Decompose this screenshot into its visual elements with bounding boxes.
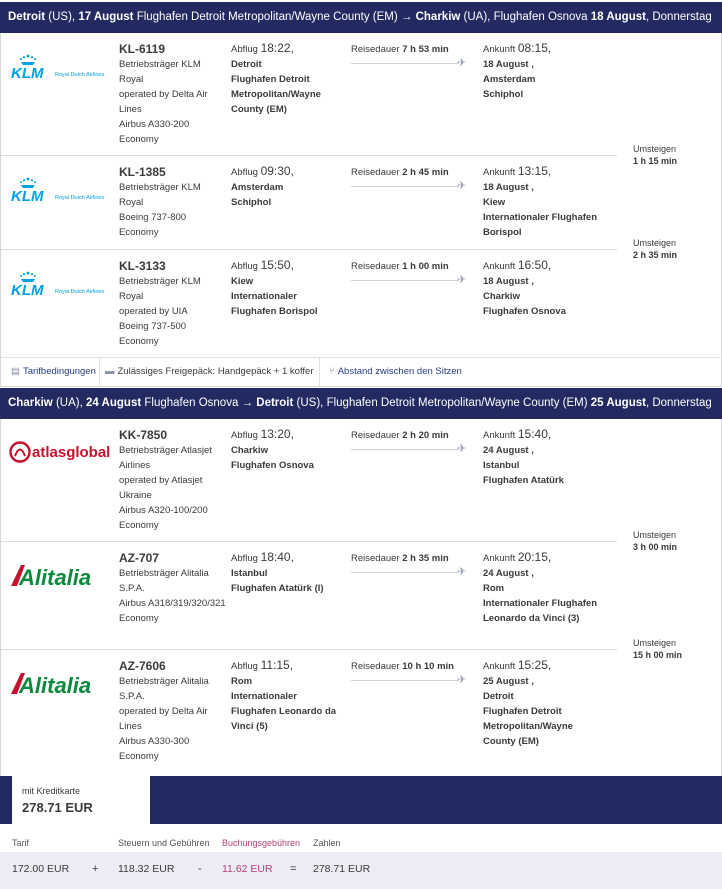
cabin-class: Economy	[119, 520, 159, 531]
payment-method-card[interactable]	[12, 776, 150, 824]
aircraft-type: Boeing 737-500	[119, 321, 187, 332]
arrival-time: 15:25,	[517, 658, 552, 672]
arrival-label: Ankunft	[483, 261, 516, 272]
transfer-time: 1 h 15 min	[633, 156, 678, 166]
carrier-line: operated by UIA	[119, 306, 188, 317]
departure-label: Abflug	[231, 44, 258, 55]
arrival-label: Ankunft	[483, 44, 516, 55]
duration-column	[351, 552, 471, 578]
departure-place-line: Flughafen Osnova	[231, 460, 314, 471]
svg-text:KLM: KLM	[11, 282, 44, 299]
departure-place-line: Amsterdam	[231, 182, 284, 193]
departure-place-line: Vinci (5)	[231, 721, 268, 732]
airline-logo	[9, 439, 115, 468]
flight-segment	[1, 250, 721, 358]
inbound-segments	[0, 419, 722, 776]
airline-logo	[9, 174, 119, 211]
booking-fee-label: Buchungsgebühren	[222, 838, 301, 848]
cabin-class: Economy	[119, 751, 159, 762]
arrival-place-line: Amsterdam	[483, 74, 536, 85]
outbound-arr-date: 18 August	[590, 11, 646, 23]
inbound-to-city: Detroit	[256, 397, 294, 409]
departure-time: 18:40,	[260, 550, 294, 564]
arrival-place-line: Leonardo da Vinci (3)	[483, 613, 580, 624]
equals-sign: =	[290, 863, 297, 875]
duration-value: 2 h 35 min	[402, 553, 449, 564]
arrival-date: 18 August ,	[483, 59, 534, 70]
atlasglobal-logo-icon	[9, 439, 115, 465]
plane-icon: ✈	[457, 443, 467, 455]
cabin-class: Economy	[119, 613, 159, 624]
carrier-line: Royal	[119, 197, 144, 208]
duration-line	[351, 280, 459, 281]
departure-place-line: Flughafen Leonardo da	[231, 706, 337, 717]
plane-icon: ✈	[457, 57, 467, 69]
plane-icon: ✈	[457, 566, 467, 578]
arrival-column	[483, 164, 618, 240]
payment-method-label: mit Kreditkarte	[22, 786, 81, 796]
arrow-icon: →	[241, 397, 254, 409]
klm-logo-icon	[9, 268, 119, 302]
cabin-class: Economy	[119, 134, 159, 145]
duration-column	[351, 43, 471, 69]
arrival-column	[483, 658, 618, 749]
airline-logo	[9, 670, 113, 701]
flight-number: AZ-7606	[119, 659, 166, 673]
carrier-column	[119, 258, 227, 349]
carrier-line: Lines	[119, 104, 142, 115]
arrival-label: Ankunft	[483, 167, 516, 178]
departure-place-line: Flughafen Detroit	[231, 74, 310, 85]
departure-label: Abflug	[231, 261, 258, 272]
duration-value: 7 h 53 min	[402, 44, 449, 55]
luggage-icon: ▬	[105, 366, 115, 377]
svg-text:KLM: KLM	[11, 188, 44, 205]
arrival-place-line: Flughafen Atatürk	[483, 475, 564, 486]
divider	[99, 358, 100, 386]
outbound-to-city: Charkiw	[415, 11, 461, 23]
arrival-column	[483, 41, 618, 102]
plane-icon: ✈	[457, 180, 467, 192]
departure-label: Abflug	[231, 167, 258, 178]
carrier-line: Royal	[119, 74, 144, 85]
carrier-column	[119, 427, 227, 533]
duration-label: Reisedauer	[351, 661, 400, 672]
transfer-info	[633, 143, 677, 167]
flight-segment	[1, 542, 721, 649]
divider	[319, 358, 320, 386]
arrival-column	[483, 550, 618, 626]
transfer-info	[633, 637, 682, 661]
transfer-label: Umsteigen	[633, 638, 677, 648]
document-icon: ▤	[11, 366, 20, 377]
inbound-from-city: Charkiw	[8, 397, 53, 409]
klm-logo-icon	[9, 174, 119, 208]
transfer-info	[633, 529, 677, 553]
departure-place-line: Flughafen Borispol	[231, 306, 318, 317]
duration-column	[351, 429, 471, 455]
duration-line	[351, 680, 459, 681]
inbound-from-country: (UA),	[55, 397, 83, 409]
transfer-time: 3 h 00 min	[633, 542, 678, 552]
tariff-conditions-label: Tarifbedingungen	[22, 366, 96, 377]
duration-label: Reisedauer	[351, 553, 400, 564]
aircraft-type: Airbus A330-200	[119, 119, 190, 130]
flight-number: KL-3133	[119, 259, 166, 273]
carrier-column	[119, 550, 227, 626]
seat-icon: ⑂	[329, 366, 335, 377]
flight-number: KK-7850	[119, 428, 168, 442]
departure-column	[231, 427, 346, 473]
duration-line	[351, 449, 459, 450]
transfer-label: Umsteigen	[633, 144, 677, 154]
departure-label: Abflug	[231, 553, 258, 564]
transfer-info	[633, 237, 677, 261]
seat-pitch-label: Abstand zwischen den Sitzen	[337, 366, 462, 377]
duration-line	[351, 572, 459, 573]
arrival-date: 24 August ,	[483, 568, 534, 579]
arrival-time: 16:50,	[517, 258, 552, 272]
departure-time: 18:22,	[260, 41, 294, 55]
plane-icon: ✈	[457, 674, 467, 686]
arrival-place-line: Borispol	[483, 227, 522, 238]
arrival-place-line: Internationaler Flughafen	[483, 598, 598, 609]
svg-text:atlasglobal: atlasglobal	[32, 444, 111, 461]
arrival-place-line: Istanbul	[483, 460, 520, 471]
outbound-segments	[0, 33, 722, 358]
inbound-route-header	[0, 388, 722, 419]
arrival-place-line: Schiphol	[483, 89, 524, 100]
duration-value: 2 h 45 min	[402, 167, 449, 178]
carrier-line: operated by Atlasjet	[119, 475, 203, 486]
departure-column	[231, 658, 346, 734]
svg-text:Royal Dutch Airlines: Royal Dutch Airlines	[55, 72, 105, 78]
arrival-label: Ankunft	[483, 430, 516, 441]
arrival-time: 13:15,	[517, 164, 552, 178]
departure-column	[231, 41, 346, 117]
arrival-date: 18 August ,	[483, 182, 534, 193]
duration-line	[351, 63, 459, 64]
duration-label: Reisedauer	[351, 167, 400, 178]
departure-place-line: Charkiw	[231, 445, 268, 456]
departure-column	[231, 164, 346, 210]
arrival-place-line: County (EM)	[483, 736, 539, 747]
total-label: Zahlen	[313, 838, 341, 848]
transfer-label: Umsteigen	[633, 238, 677, 248]
airline-logo	[9, 51, 119, 88]
baggage-label: Zulässiges Freigepäck: Handgepäck + 1 koffer	[117, 366, 314, 377]
svg-text:KLM: KLM	[11, 65, 44, 82]
duration-label: Reisedauer	[351, 261, 400, 272]
carrier-line: S.P.A.	[119, 583, 145, 594]
carrier-line: Royal	[119, 291, 144, 302]
departure-place-line: Kiew	[231, 276, 254, 287]
outbound-to-airport: Flughafen Osnova	[493, 11, 588, 23]
arrival-place-line: Flughafen Detroit	[483, 706, 562, 717]
departure-place-line: Istanbul	[231, 568, 268, 579]
seat-pitch-link[interactable]	[329, 366, 462, 377]
total-value: 278.71 EUR	[313, 863, 371, 875]
arrival-time: 15:40,	[517, 427, 552, 441]
arrival-label: Ankunft	[483, 661, 516, 672]
info-bar	[0, 357, 722, 387]
duration-line	[351, 186, 459, 187]
departure-label: Abflug	[231, 661, 258, 672]
arrow-icon: →	[400, 11, 413, 23]
outbound-from-airport: Flughafen Detroit Metropolitan/Wayne County (EM)	[136, 11, 398, 23]
plus-sign: +	[92, 863, 99, 875]
arrival-place-line: Flughafen Osnova	[483, 306, 566, 317]
inbound-to-country: (US),	[296, 397, 324, 409]
departure-time: 11:15,	[260, 658, 294, 672]
carrier-line: Betriebsträger KLM	[119, 59, 201, 70]
minus-sign: -	[198, 863, 202, 875]
departure-time: 09:30,	[260, 164, 294, 178]
duration-column	[351, 166, 471, 192]
carrier-line: Betriebsträger Alitalia	[119, 568, 209, 579]
duration-column	[351, 660, 471, 686]
flight-segment	[1, 33, 721, 155]
departure-time: 13:20,	[260, 427, 294, 441]
inbound-date: 24 August	[86, 397, 142, 409]
outbound-date: 17 August	[78, 11, 134, 23]
carrier-line: Lines	[119, 721, 142, 732]
flight-number: AZ-707	[119, 551, 160, 565]
departure-place-line: Detroit	[231, 59, 262, 70]
arrival-column	[483, 427, 618, 488]
aircraft-type: Airbus A318/319/320/321	[119, 598, 226, 609]
arrival-place-line: Kiew	[483, 197, 506, 208]
inbound-arr-date: 25 August	[590, 397, 646, 409]
baggage-info	[105, 366, 314, 377]
carrier-line: operated by Delta Air	[119, 706, 208, 717]
duration-value: 2 h 20 min	[402, 430, 449, 441]
outbound-from-city: Detroit	[8, 11, 46, 23]
departure-time: 15:50,	[260, 258, 294, 272]
aircraft-type: Airbus A330-300	[119, 736, 190, 747]
duration-label: Reisedauer	[351, 44, 400, 55]
arrival-place-line: Rom	[483, 583, 505, 594]
duration-value: 1 h 00 min	[402, 261, 449, 272]
departure-place-line: Schiphol	[231, 197, 272, 208]
taxes-label: Steuern und Gebühren	[118, 838, 210, 848]
carrier-line: S.P.A.	[119, 691, 145, 702]
airline-logo	[9, 562, 113, 593]
price-breakdown	[0, 852, 722, 889]
arrival-column	[483, 258, 618, 319]
aircraft-type: Airbus A320-100/200	[119, 505, 208, 516]
cabin-class: Economy	[119, 336, 159, 347]
flight-segment	[1, 156, 721, 249]
arrival-time: 20:15,	[517, 550, 552, 564]
cabin-class: Economy	[119, 227, 159, 238]
arrival-place-line: Detroit	[483, 691, 514, 702]
inbound-to-airport: Flughafen Detroit Metropolitan/Wayne County (EM)	[326, 397, 588, 409]
alitalia-logo-icon	[9, 562, 113, 590]
payment-amount: 278.71 EUR	[22, 800, 93, 815]
tariff-conditions-link[interactable]	[11, 366, 96, 377]
inbound-weekday: , Donnerstag	[645, 397, 712, 409]
departure-place-line: Rom	[231, 676, 253, 687]
inbound-from-airport: Flughafen Osnova	[144, 397, 239, 409]
tariff-value: 172.00 EUR	[12, 863, 70, 875]
outbound-route-header	[0, 2, 722, 33]
outbound-to-country: (UA),	[463, 11, 491, 23]
departure-place-line: Internationaler	[231, 691, 297, 702]
departure-place-line: Metropolitan/Wayne	[231, 89, 321, 100]
carrier-line: Betriebsträger KLM	[119, 276, 201, 287]
duration-label: Reisedauer	[351, 430, 400, 441]
departure-column	[231, 550, 346, 596]
carrier-line: Betriebsträger Atlasjet	[119, 445, 212, 456]
carrier-line: operated by Delta Air	[119, 89, 208, 100]
carrier-column	[119, 41, 227, 147]
flight-number: KL-6119	[119, 42, 166, 56]
transfer-time: 2 h 35 min	[633, 250, 678, 260]
carrier-line: Betriebsträger Alitalia	[119, 676, 209, 687]
outbound-from-country: (US),	[48, 11, 76, 23]
arrival-place-line: Internationaler Flughafen	[483, 212, 598, 223]
taxes-value: 118.32 EUR	[118, 863, 175, 875]
klm-logo-icon	[9, 51, 119, 85]
arrival-date: 18 August ,	[483, 276, 534, 287]
flight-number: KL-1385	[119, 165, 166, 179]
departure-label: Abflug	[231, 430, 258, 441]
arrival-place-line: Charkiw	[483, 291, 520, 302]
arrival-time: 08:15,	[517, 41, 552, 55]
carrier-line: Airlines	[119, 460, 151, 471]
arrival-label: Ankunft	[483, 553, 516, 564]
flight-segment	[1, 650, 721, 776]
carrier-line: Ukraine	[119, 490, 152, 501]
svg-text:Alitalia: Alitalia	[19, 673, 92, 698]
aircraft-type: Boeing 737-800	[119, 212, 187, 223]
duration-column	[351, 260, 471, 286]
arrival-date: 25 August ,	[483, 676, 534, 687]
outbound-weekday: , Donnerstag	[645, 11, 712, 23]
carrier-column	[119, 658, 227, 764]
flight-segment	[1, 419, 721, 541]
carrier-column	[119, 164, 227, 240]
arrival-place-line: Metropolitan/Wayne	[483, 721, 573, 732]
departure-place-line: Internationaler	[231, 291, 297, 302]
svg-text:Alitalia: Alitalia	[19, 565, 92, 590]
booking-fee-value: 11.62 EUR	[222, 863, 273, 875]
airline-logo	[9, 268, 119, 305]
carrier-line: Betriebsträger KLM	[119, 182, 201, 193]
duration-value: 10 h 10 min	[402, 661, 454, 672]
transfer-label: Umsteigen	[633, 530, 677, 540]
plane-icon: ✈	[457, 274, 467, 286]
departure-column	[231, 258, 346, 319]
transfer-time: 15 h 00 min	[633, 650, 683, 660]
svg-text:Royal Dutch Airlines: Royal Dutch Airlines	[55, 195, 105, 201]
alitalia-logo-icon	[9, 670, 113, 698]
svg-text:Royal Dutch Airlines: Royal Dutch Airlines	[55, 289, 105, 295]
arrival-date: 24 August ,	[483, 445, 534, 456]
departure-place-line: Flughafen Atatürk (I)	[231, 583, 324, 594]
departure-place-line: County (EM)	[231, 104, 287, 115]
tariff-label: Tarif	[12, 838, 30, 848]
